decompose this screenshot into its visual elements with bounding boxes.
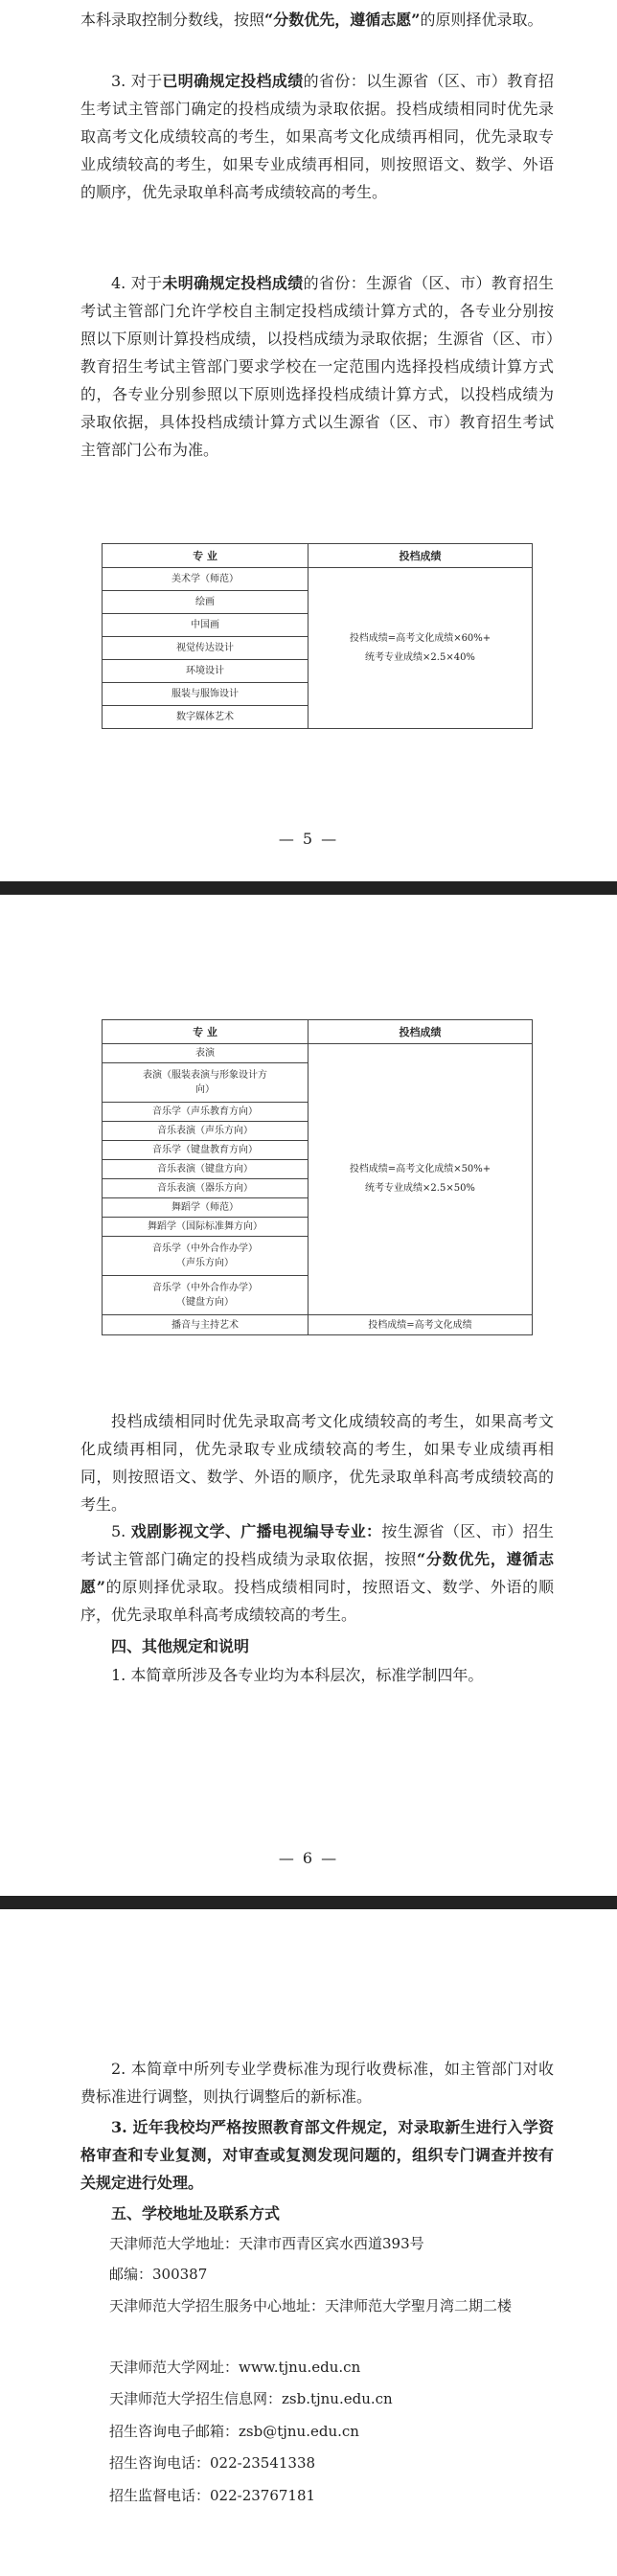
table-header-major: 专 业 (103, 1020, 308, 1044)
table-cell-major: 美术学（师范） (103, 568, 308, 591)
table-cell-formula: 投档成绩=高考文化成绩 (308, 1315, 533, 1335)
contact-website: 天津师范大学网址：www.tjnu.edu.cn (109, 2359, 361, 2376)
page-separator (0, 881, 617, 895)
table-cell-major: 表演 (103, 1044, 308, 1063)
table-cell-major: 音乐学（键盘教育方向） (103, 1141, 308, 1160)
page-number: — 6 — (278, 1849, 339, 1867)
contact-phone: 招生咨询电话：022-23541338 (109, 2454, 316, 2472)
table-cell-formula: 投档成绩=高考文化成绩×50%+ 统考专业成绩×2.5×50% (308, 1044, 533, 1315)
contact-service-center: 天津师范大学招生服务中心地址：天津师范大学聖月湾二期二楼 (109, 2297, 513, 2314)
table-cell-major: 音乐学（声乐教育方向） (103, 1103, 308, 1122)
table-cell-major: 表演（服装表演与形象设计方 向） (103, 1063, 308, 1103)
paragraph-qualification-review: 3. 近年我校均严格按照教育部文件规定，对录取新生进行入学资格审查和专业复测，对审查或复测发现问题的，组织专门调查并按有关规定进行处理。 (80, 2118, 554, 2192)
table-cell-major: 环境设计 (103, 660, 308, 683)
score-table-art (102, 543, 533, 729)
table-cell-major: 音乐学（中外合作办学） （键盘方向） (103, 1276, 308, 1315)
table-cell-major: 音乐表演（键盘方向） (103, 1160, 308, 1179)
table-cell-formula: 投档成绩=高考文化成绩×60%+ 统考专业成绩×2.5×40% (308, 568, 533, 729)
section-heading-4: 四、其他规定和说明 (111, 1637, 250, 1655)
page-5 (0, 0, 617, 881)
page-7 (0, 1909, 617, 2576)
page-separator (0, 1896, 617, 1909)
section-heading-5: 五、学校地址及联系方式 (111, 2204, 281, 2223)
contact-postcode: 邮编：300387 (109, 2266, 208, 2283)
table-header-score: 投档成绩 (308, 544, 533, 568)
contact-address: 天津师范大学地址：天津市西青区宾水西道393号 (109, 2235, 424, 2252)
table-cell-major: 音乐学（中外合作办学） （声乐方向） (103, 1237, 308, 1276)
table-cell-major: 舞蹈学（国际标准舞方向） (103, 1218, 308, 1237)
paragraph-rule-4: 4. 对于未明确规定投档成绩的省份：生源省（区、市）教育招生考试主管部门允许学校自主制定投档成绩计算方式的，各专业分别按照以下原则计算投档成绩，以投档成绩为录取依据；生源省（区、市）教育招生考试主管部门要求学校在一定范围内选择投档成绩计算方式的，各专业分别参照以下原则选择投档成绩计算方式，以投档成绩为录取依据，具体投档成绩计算方式以生源省（区、市）教育招生考试主管部门公布为准。 (80, 274, 554, 459)
table-header-major: 专 业 (103, 544, 308, 568)
paragraph-admission-principle: 本科录取控制分数线，按照“分数优先，遵循志愿”的原则择优录取。 (80, 11, 543, 29)
table-cell-major: 音乐表演（声乐方向） (103, 1122, 308, 1141)
table-cell-major: 中国画 (103, 614, 308, 637)
paragraph-rule-5: 5. 戏剧影视文学、广播电视编导专业：按生源省（区、市）招生考试主管部门确定的投档成绩为录取依据，按照“分数优先，遵循志愿”的原则择优录取。投档成绩相同时，按照语文、数学、外语的顺序，优先录取单科高考成绩较高的考生。 (80, 1522, 554, 1624)
table-header-score: 投档成绩 (308, 1020, 533, 1044)
paragraph-tuition: 2. 本简章中所列专业学费标准为现行收费标准，如主管部门对收费标准进行调整，则执行调整后的新标准。 (80, 2060, 554, 2106)
table-cell-major: 音乐表演（器乐方向） (103, 1179, 308, 1198)
paragraph-rule-3: 3. 对于已明确规定投档成绩的省份：以生源省（区、市）教育招生考试主管部门确定的投档成绩为录取依据。投档成绩相同时优先录取高考文化成绩较高的考生，如果高考文化成绩再相同，优先录取专业成绩较高的考生，如果专业成绩再相同，则按照语文、数学、外语的顺序，优先录取单科高考成绩较高的考生。 (80, 72, 554, 201)
paragraph-program-length: 1. 本简章所涉及各专业均为本科层次，标准学制四年。 (111, 1666, 484, 1684)
contact-supervision-phone: 招生监督电话：022-23767181 (109, 2487, 316, 2504)
paragraph-tie-rule: 投档成绩相同时优先录取高考文化成绩较高的考生，如果高考文化成绩再相同，优先录取专业成绩较高的考生，如果专业成绩再相同，则按照语文、数学、外语的顺序，优先录取单科高考成绩较高的考生。 (80, 1412, 554, 1514)
table-cell-major: 视觉传达设计 (103, 637, 308, 660)
table-cell-major: 数字媒体艺术 (103, 706, 308, 729)
table-cell-major: 服装与服饰设计 (103, 683, 308, 706)
score-table-performance (102, 1019, 533, 1335)
table-cell-major: 舞蹈学（师范） (103, 1198, 308, 1218)
page-6 (0, 895, 617, 1896)
contact-email: 招生咨询电子邮箱：zsb@tjnu.edu.cn (109, 2423, 359, 2440)
table-cell-major: 绘画 (103, 591, 308, 614)
contact-admission-site: 天津师范大学招生信息网：zsb.tjnu.edu.cn (109, 2390, 393, 2407)
table-cell-major: 播音与主持艺术 (103, 1315, 308, 1335)
page-number: — 5 — (278, 830, 339, 848)
